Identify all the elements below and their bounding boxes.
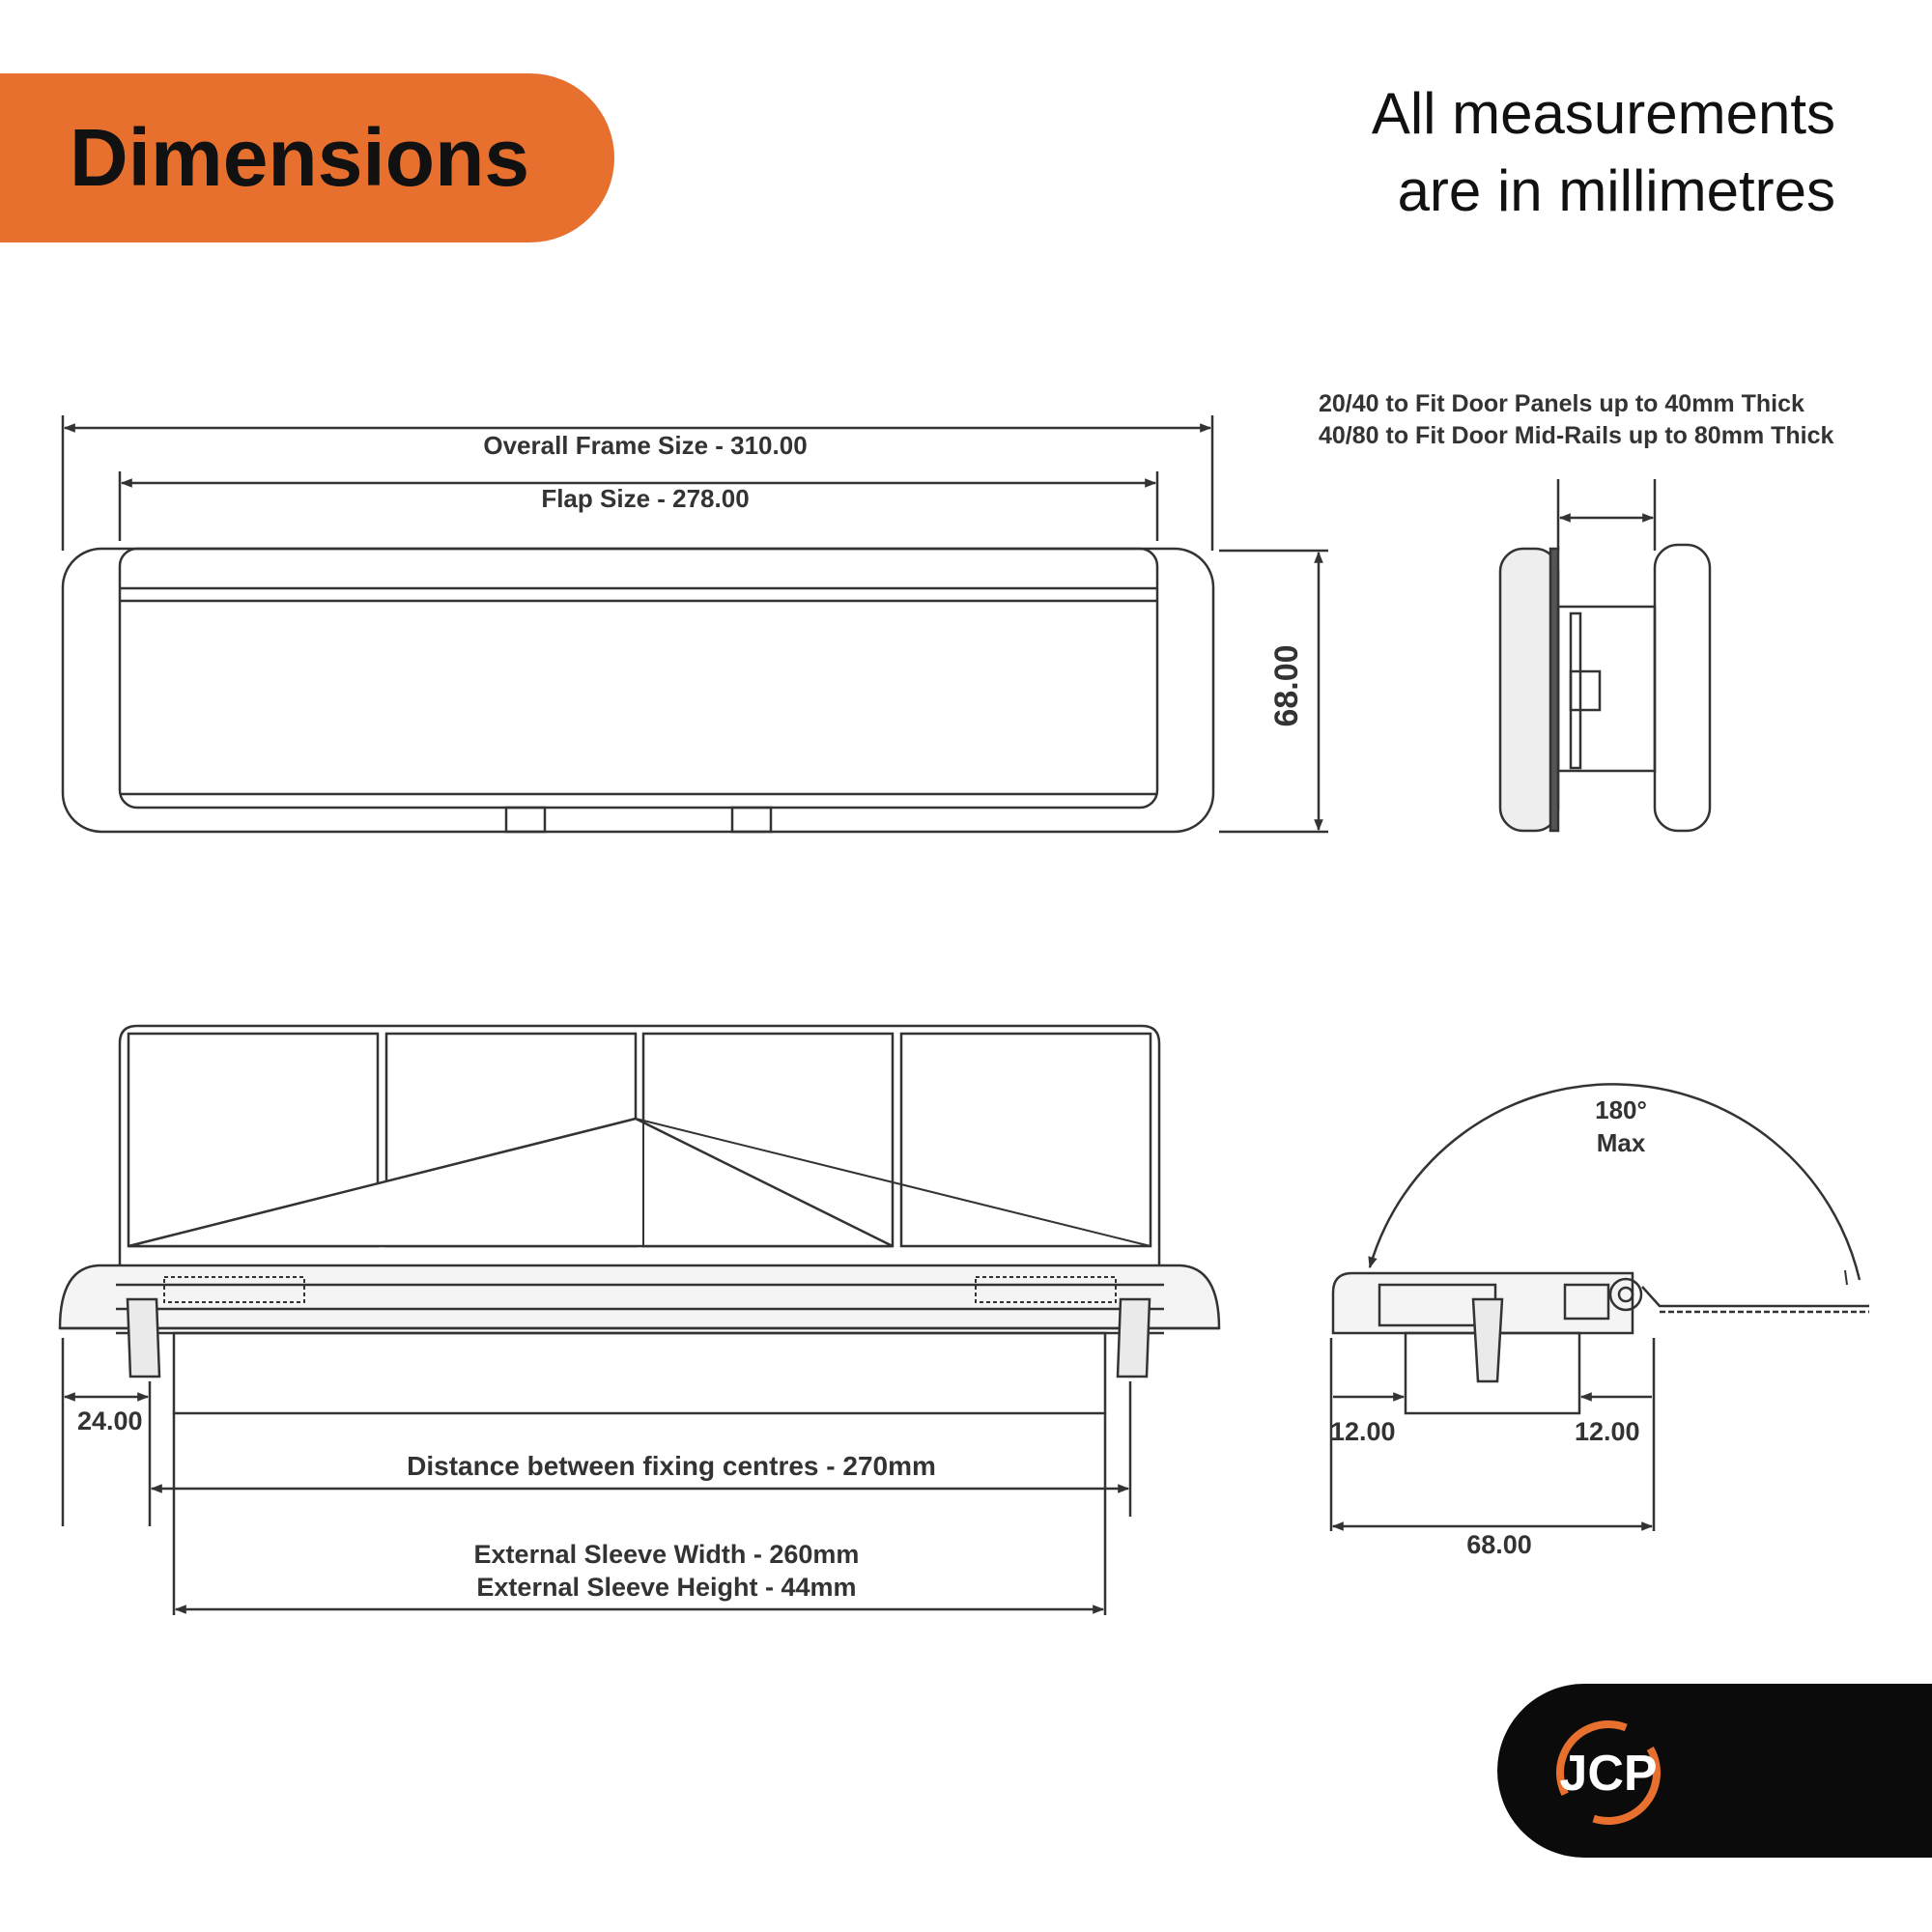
page-title: Dimensions [70,112,530,203]
angle-sub-label: Max [1596,1128,1646,1157]
fixing-centres-label: Distance between fixing centres - 270mm [407,1451,936,1481]
fit-note-line2: 40/80 to Fit Door Mid-Rails up to 80mm Thick [1319,422,1834,449]
sleeve-height-label: External Sleeve Height - 44mm [476,1573,857,1602]
section-depth-label: 68.00 [1466,1530,1532,1559]
rear-view [60,1026,1219,1615]
jcp-logo [1536,1700,1681,1845]
external-sleeve [174,1333,1105,1413]
left-offset-label: 12.00 [1330,1417,1396,1446]
overall-frame-label: Overall Frame Size - 310.00 [483,431,808,460]
units-note-line2: are in millimetres [1397,158,1835,223]
edge-offset-label: 24.00 [77,1406,143,1435]
frame-height-label: 68.00 [1268,644,1305,727]
units-note-line1: All measurements [1371,81,1835,146]
angle-label: 180° [1595,1095,1647,1124]
logo-text: JCP [1559,1746,1658,1802]
front-frame-outline [63,549,1213,832]
side-view [1500,479,1710,831]
sleeve-width-label: External Sleeve Width - 260mm [473,1540,860,1569]
fit-note-line1: 20/40 to Fit Door Panels up to 40mm Thick [1319,390,1804,417]
flap-size-label: Flap Size - 278.00 [541,484,750,513]
right-offset-label: 12.00 [1575,1417,1640,1446]
front-view [63,415,1328,832]
